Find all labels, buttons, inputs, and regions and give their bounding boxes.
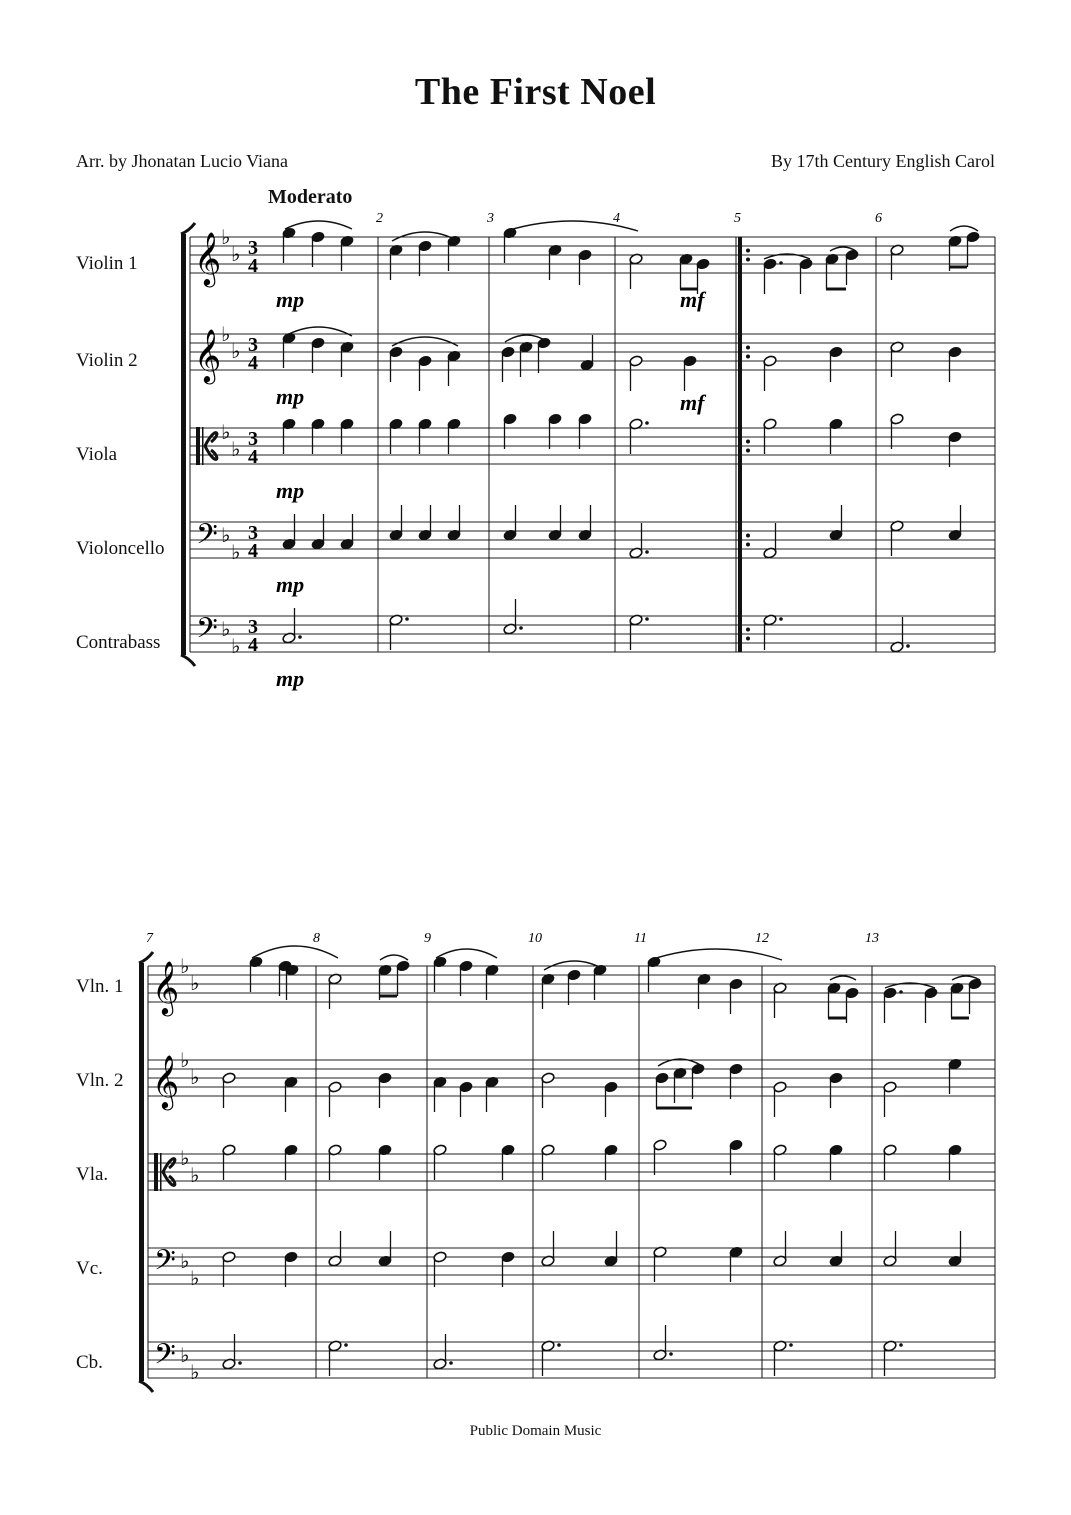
augmentation-dot [238,1361,242,1365]
flat-sign: ♭ [180,954,190,978]
augmentation-dot [899,1343,903,1347]
system-bracket [181,234,186,655]
flat-sign: ♭ [190,1266,200,1290]
augmentation-dot [789,1343,793,1347]
augmentation-dot [557,1343,561,1347]
system-bracket-hook [181,655,195,666]
flat-sign: ♭ [221,420,231,444]
flat-sign: ♭ [190,1360,200,1384]
flat-sign: ♭ [231,339,241,363]
augmentation-dot [899,990,903,994]
measure-number: 5 [734,211,741,226]
repeat-dot [746,249,750,253]
measure-number: 2 [376,211,383,226]
instrument-label-vln2: Vln. 2 [76,1070,124,1091]
treble-clef-icon: 𝄞 [152,1054,180,1108]
dynamic-marking: mp [276,384,305,409]
time-signature-top: 3 [248,334,258,356]
repeat-dot [746,543,750,547]
flat-sign: ♭ [180,1048,190,1072]
flat-sign: ♭ [231,242,241,266]
dynamic-marking: mf [680,287,705,312]
flat-sign: ♭ [180,1343,190,1367]
tempo-marking: Moderato [268,186,353,208]
augmentation-dot [669,1352,673,1356]
flat-sign: ♭ [231,437,241,461]
repeat-dot [746,355,750,359]
flat-sign: ♭ [231,540,241,564]
flat-sign: ♭ [190,971,200,995]
augmentation-dot [645,617,649,621]
augmentation-dot [645,550,649,554]
instrument-label-cb: Cb. [76,1352,103,1373]
repeat-dot [746,346,750,350]
instrument-label-viola: Viola [76,444,118,465]
treble-clef-icon: 𝄞 [152,960,180,1014]
time-signature-top: 3 [248,616,258,638]
dynamic-marking: mp [276,287,305,312]
measure-number: 11 [634,931,647,946]
system-bracket-hook [181,223,195,234]
repeat-dot [746,534,750,538]
repeat-dot [746,258,750,262]
treble-clef-icon: 𝄞 [194,231,222,285]
flat-sign: ♭ [221,523,231,547]
augmentation-dot [779,617,783,621]
flat-sign: ♭ [221,617,231,641]
augmentation-dot [645,421,649,425]
slur [950,226,978,231]
measure-number: 4 [613,211,620,226]
augmentation-dot [298,635,302,639]
bass-clef-icon: 𝄢 [154,1244,176,1284]
flat-sign: ♭ [190,1065,200,1089]
repeat-dot [746,440,750,444]
time-signature-top: 3 [248,428,258,450]
composer-credit: By 17th Century English Carol [771,151,995,171]
flat-sign: ♭ [231,634,241,658]
instrument-label-vla: Vla. [76,1164,109,1185]
measure-number: 8 [313,931,320,946]
flat-sign: ♭ [221,322,231,346]
alto-clef-bar [202,427,204,465]
instrument-label-violin-2: Violin 2 [76,350,138,371]
time-signature-top: 3 [248,237,258,259]
flat-sign: ♭ [190,1163,200,1187]
slur [830,976,856,980]
alto-clef-bar [196,427,200,465]
repeat-dot [746,628,750,632]
instrument-label-vc: Vc. [76,1258,103,1279]
time-signature-top: 3 [248,522,258,544]
dynamic-marking: mf [680,390,705,415]
dynamic-marking: mp [276,478,305,503]
flat-sign: ♭ [221,225,231,249]
dynamic-marking: mp [276,572,305,597]
bass-clef-icon: 𝄢 [154,1338,176,1378]
slur [392,337,458,346]
augmentation-dot [449,1361,453,1365]
system-bracket-hook [139,1381,153,1392]
measure-number: 13 [865,931,879,946]
time-signature-bottom: 4 [248,634,258,656]
dynamic-marking: mp [276,666,305,691]
time-signature-bottom: 4 [248,255,258,277]
treble-clef-icon: 𝄞 [194,328,222,382]
instrument-label-violoncello: Violoncello [76,538,165,559]
slur [285,221,352,229]
bass-clef-icon: 𝄢 [196,518,218,558]
time-signature-bottom: 4 [248,446,258,468]
time-signature-bottom: 4 [248,352,258,374]
bass-clef-icon: 𝄢 [196,612,218,652]
measure-number: 7 [146,931,153,946]
arranger-credit: Arr. by Jhonatan Lucio Viana [76,151,289,171]
slur [436,949,497,958]
system-2 [139,946,995,1392]
flat-sign: ♭ [180,1249,190,1273]
system-bracket-hook [139,952,153,963]
augmentation-dot [519,626,523,630]
measure-number: 3 [487,211,494,226]
augmentation-dot [906,644,910,648]
footer-credit: Public Domain Music [469,1423,602,1439]
slur [650,949,782,960]
measure-number: 10 [528,931,542,946]
repeat-dot [746,637,750,641]
system-bracket [139,963,144,1381]
slur [252,946,338,958]
instrument-label-vln1: Vln. 1 [76,976,124,997]
flat-sign: ♭ [180,1146,190,1170]
alto-clef-bar [154,1153,158,1191]
augmentation-dot [344,1343,348,1347]
augmentation-dot [405,617,409,621]
slur [285,327,352,336]
measure-number: 12 [755,931,769,946]
score-title: The First Noel [414,71,657,113]
repeat-dot [746,449,750,453]
slur [380,955,408,960]
instrument-label-contrabass: Contrabass [76,632,161,653]
measure-number: 9 [424,931,431,946]
instrument-label-violin-1: Violin 1 [76,253,138,274]
measure-number: 6 [875,211,882,226]
time-signature-bottom: 4 [248,540,258,562]
alto-clef-bar [160,1153,162,1191]
augmentation-dot [779,261,783,265]
